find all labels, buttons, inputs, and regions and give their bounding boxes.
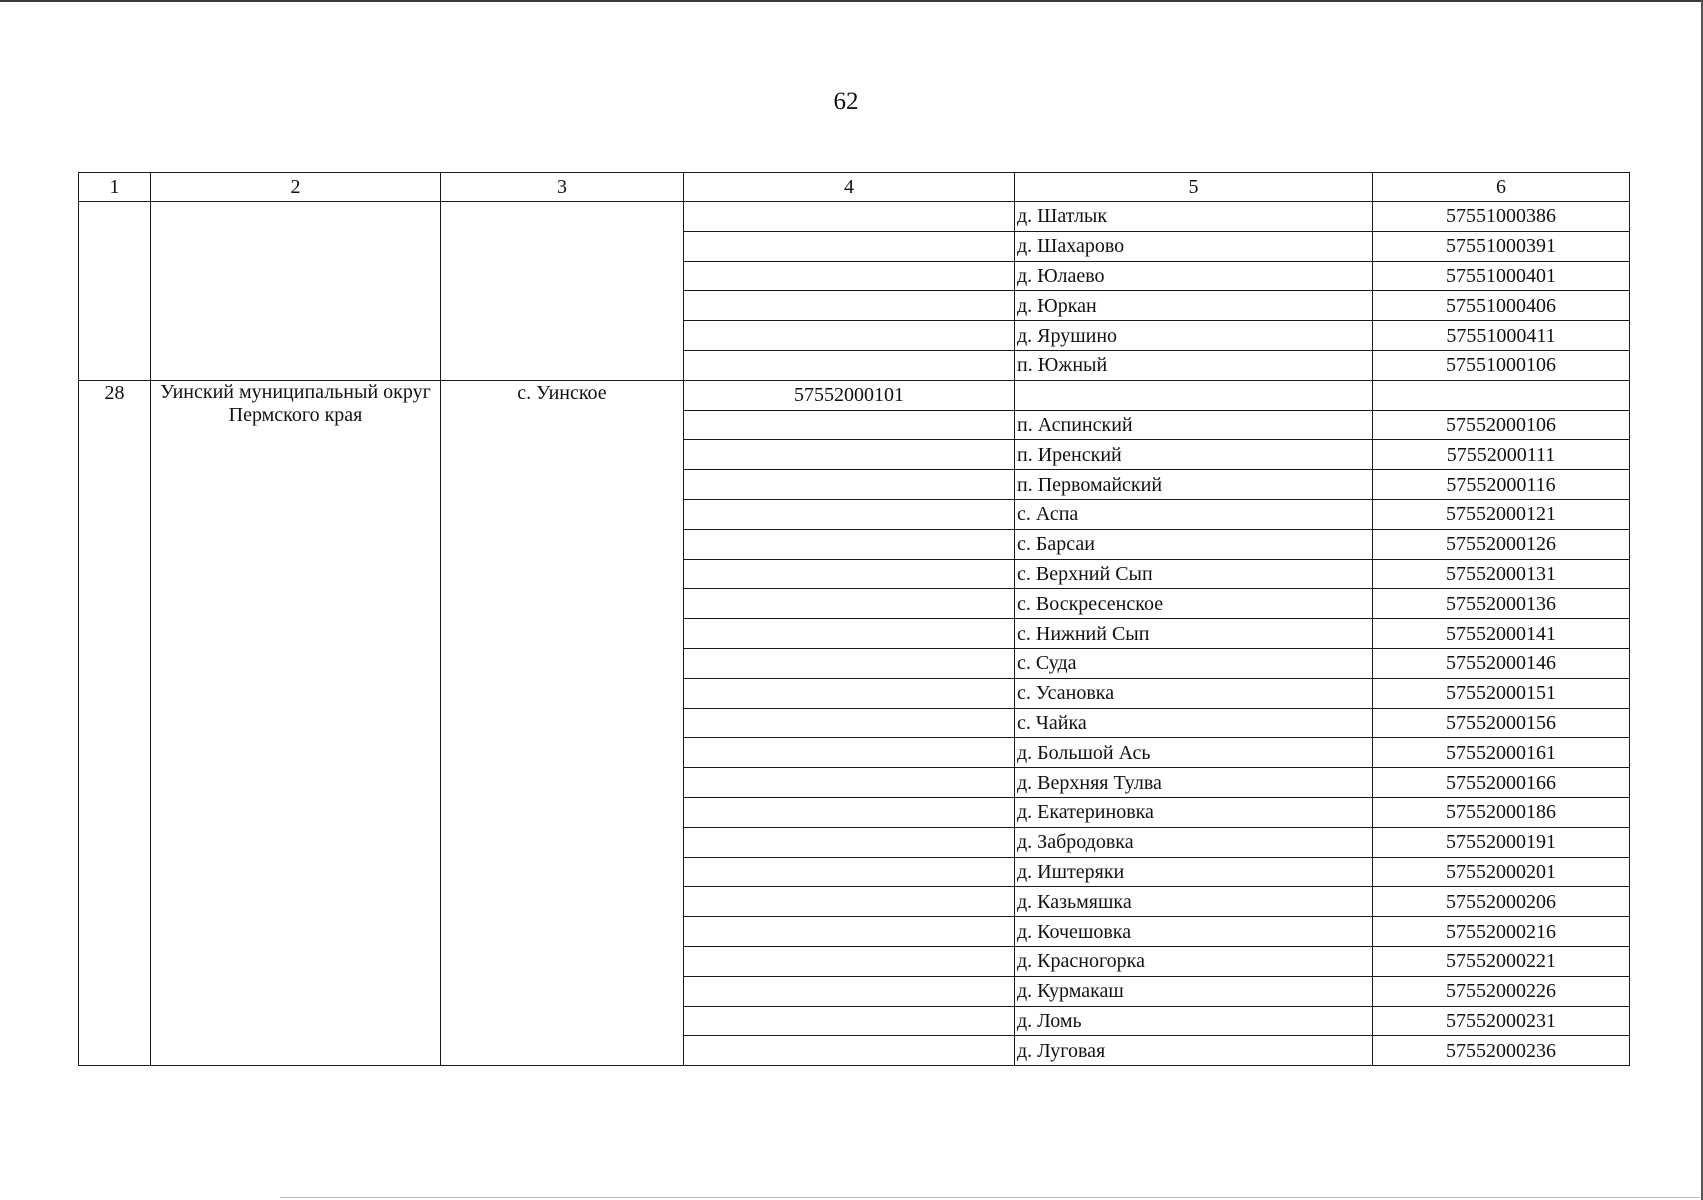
settlement-code: 57552000166 — [1373, 768, 1630, 798]
oktmo-center-cell — [684, 499, 1015, 529]
settlement-code: 57551000401 — [1373, 261, 1630, 291]
entry-number: 28 — [79, 380, 151, 1065]
continuation-empty-cell-2 — [151, 202, 441, 381]
settlement-name: п. Аспинский — [1015, 410, 1373, 440]
settlement-code: 57552000106 — [1373, 410, 1630, 440]
settlement-code: 57552000206 — [1373, 887, 1630, 917]
settlement-code: 57551000386 — [1373, 202, 1630, 232]
settlement-name: п. Первомайский — [1015, 470, 1373, 500]
settlement-name: д. Ломь — [1015, 1006, 1373, 1036]
settlement-name: с. Аспа — [1015, 499, 1373, 529]
settlement-code: 57552000161 — [1373, 738, 1630, 768]
settlement-name — [1015, 380, 1373, 410]
oktmo-center-cell — [684, 827, 1015, 857]
oktmo-center-cell — [684, 410, 1015, 440]
oktmo-center-cell — [684, 1036, 1015, 1066]
settlement-name: с. Суда — [1015, 648, 1373, 678]
settlement-code: 57552000216 — [1373, 917, 1630, 947]
settlement-name: д. Иштеряки — [1015, 857, 1373, 887]
settlement-name: д. Кочешовка — [1015, 917, 1373, 947]
settlement-code: 57552000226 — [1373, 976, 1630, 1006]
settlement-code: 57552000121 — [1373, 499, 1630, 529]
table-body — [79, 173, 1630, 1066]
settlements-table — [78, 172, 1630, 1066]
settlement-code: 57552000141 — [1373, 619, 1630, 649]
settlement-name: д. Казьмяшка — [1015, 887, 1373, 917]
oktmo-center-cell — [684, 708, 1015, 738]
oktmo-center-cell — [684, 202, 1015, 232]
administrative-center: с. Уинское — [441, 380, 684, 1065]
oktmo-center-cell — [684, 917, 1015, 947]
column-number-2: 2 — [151, 173, 441, 202]
settlement-code: 57552000221 — [1373, 946, 1630, 976]
settlement-code: 57552000131 — [1373, 559, 1630, 589]
settlement-name: д. Большой Ась — [1015, 738, 1373, 768]
settlement-name: д. Луговая — [1015, 1036, 1373, 1066]
settlement-code: 57552000126 — [1373, 529, 1630, 559]
settlement-code: 57552000111 — [1373, 440, 1630, 470]
settlement-name: д. Верхняя Тулва — [1015, 768, 1373, 798]
oktmo-center-cell — [684, 738, 1015, 768]
oktmo-center-cell — [684, 797, 1015, 827]
column-number-1: 1 — [79, 173, 151, 202]
column-number-3: 3 — [441, 173, 684, 202]
oktmo-center-cell — [684, 440, 1015, 470]
settlement-name: д. Шатлык — [1015, 202, 1373, 232]
settlement-name: п. Южный — [1015, 350, 1373, 380]
oktmo-center-cell — [684, 470, 1015, 500]
oktmo-center-cell — [684, 261, 1015, 291]
settlement-name: д. Забродовка — [1015, 827, 1373, 857]
settlement-code: 57551000406 — [1373, 291, 1630, 321]
settlement-name: с. Барсаи — [1015, 529, 1373, 559]
oktmo-center-cell — [684, 589, 1015, 619]
oktmo-center-cell — [684, 291, 1015, 321]
settlement-code: 57552000156 — [1373, 708, 1630, 738]
scan-edge-bottom — [280, 1197, 1700, 1198]
settlement-name: с. Чайка — [1015, 708, 1373, 738]
settlement-name: д. Юлаево — [1015, 261, 1373, 291]
column-number-row — [79, 173, 1630, 202]
oktmo-center-cell — [684, 678, 1015, 708]
settlement-code: 57551000391 — [1373, 231, 1630, 261]
settlement-name: д. Юркан — [1015, 291, 1373, 321]
oktmo-center-cell — [684, 857, 1015, 887]
administrative-center-code: 57552000101 — [684, 380, 1015, 410]
table-row — [79, 380, 1630, 410]
oktmo-center-cell — [684, 887, 1015, 917]
oktmo-center-cell — [684, 529, 1015, 559]
settlement-name: д. Ярушино — [1015, 321, 1373, 351]
column-number-6: 6 — [1373, 173, 1630, 202]
settlement-code — [1373, 380, 1630, 410]
oktmo-center-cell — [684, 350, 1015, 380]
settlement-code: 57552000151 — [1373, 678, 1630, 708]
settlement-name: с. Воскресенское — [1015, 589, 1373, 619]
table-row — [79, 202, 1630, 232]
oktmo-center-cell — [684, 1006, 1015, 1036]
settlement-code: 57551000411 — [1373, 321, 1630, 351]
settlement-code: 57552000236 — [1373, 1036, 1630, 1066]
settlement-code: 57552000191 — [1373, 827, 1630, 857]
oktmo-center-cell — [684, 619, 1015, 649]
oktmo-center-cell — [684, 231, 1015, 261]
settlement-name: п. Иренский — [1015, 440, 1373, 470]
page-number: 62 — [833, 88, 859, 115]
settlement-name: с. Усановка — [1015, 678, 1373, 708]
continuation-empty-cell-3 — [441, 202, 684, 381]
settlement-name: с. Нижний Сып — [1015, 619, 1373, 649]
settlement-name: с. Верхний Сып — [1015, 559, 1373, 589]
settlement-code: 57552000116 — [1373, 470, 1630, 500]
settlement-code: 57552000146 — [1373, 648, 1630, 678]
settlement-code: 57551000106 — [1373, 350, 1630, 380]
oktmo-center-cell — [684, 946, 1015, 976]
oktmo-center-cell — [684, 648, 1015, 678]
continuation-empty-cell-1 — [79, 202, 151, 381]
scan-edge-top — [0, 0, 1703, 2]
settlement-name: д. Шахарово — [1015, 231, 1373, 261]
settlement-code: 57552000201 — [1373, 857, 1630, 887]
settlement-code: 57552000231 — [1373, 1006, 1630, 1036]
column-number-5: 5 — [1015, 173, 1373, 202]
settlement-name: д. Красногорка — [1015, 946, 1373, 976]
settlement-code: 57552000186 — [1373, 797, 1630, 827]
oktmo-center-cell — [684, 768, 1015, 798]
column-number-4: 4 — [684, 173, 1015, 202]
municipality-name: Уинский муниципальный округ Пермского края — [151, 380, 441, 1065]
oktmo-center-cell — [684, 321, 1015, 351]
oktmo-center-cell — [684, 976, 1015, 1006]
settlement-name: д. Екатериновка — [1015, 797, 1373, 827]
settlement-code: 57552000136 — [1373, 589, 1630, 619]
oktmo-center-cell — [684, 559, 1015, 589]
settlement-name: д. Курмакаш — [1015, 976, 1373, 1006]
